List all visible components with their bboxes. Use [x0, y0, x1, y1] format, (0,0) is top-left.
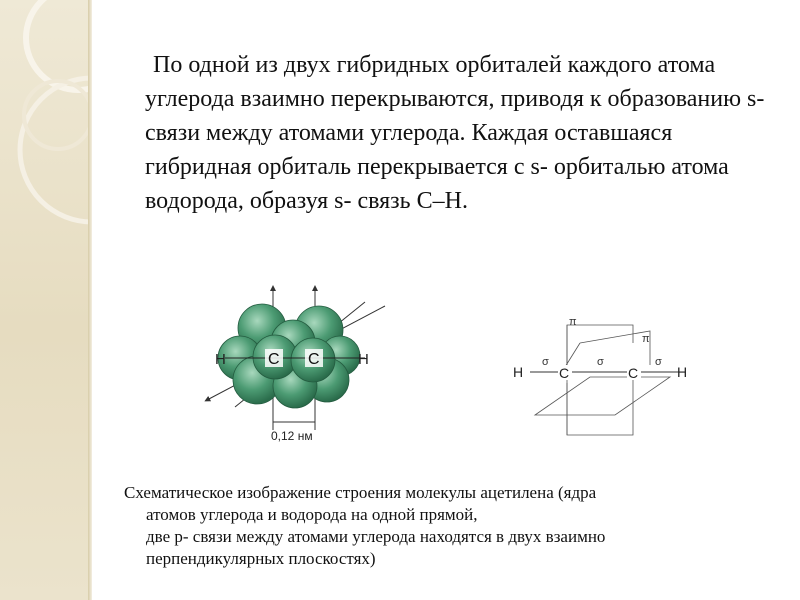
orbital-lobes [218, 304, 360, 408]
caption-line-4: перпендикулярных плоскостях) [146, 549, 376, 568]
bond-scheme-diagram [505, 305, 705, 440]
acetylene-orbital-model [195, 282, 395, 447]
caption-line-1: Схематическое изображение строения молекулы ацетилена (ядра [124, 483, 597, 502]
caption-line-2: атомов углерода и водорода на одной прямой, [146, 505, 478, 524]
scheme-atom-h-right: H [677, 364, 688, 380]
atom-c-left: C [268, 351, 280, 368]
sidebar-edge [88, 0, 92, 600]
pi-label-right: π [642, 333, 650, 345]
sigma-label-center: σ [597, 356, 604, 368]
pi-label-top: π [569, 316, 577, 328]
atom-h-left: H [215, 351, 226, 368]
caption-line-3: две р- связи между атомами углерода находятся в двух взаимно [146, 527, 606, 546]
decorative-circles [0, 0, 92, 600]
figure-caption [124, 482, 764, 570]
decorative-sidebar [0, 0, 92, 600]
sigma-label-right: σ [655, 356, 662, 368]
atom-h-right: H [358, 351, 369, 368]
sigma-label-left: σ [542, 356, 549, 368]
scheme-atom-c-right: C [628, 365, 639, 381]
paragraph-text: По одной из двух гибридных орбиталей каждого атома углерода взаимно перекрываются, приводя к образованию s- связи между атомами углерода. Каждая оставшаяся гибридная орбиталь перекрывается с s- орбиталью атома водорода, образуя s- связь С–Н. [145, 52, 765, 214]
atom-c-right: C [308, 351, 320, 368]
scheme-atom-h-left: H [513, 364, 524, 380]
scheme-atom-c-left: C [559, 365, 570, 381]
slide-paragraph [145, 48, 765, 218]
distance-label: 0,12 нм [271, 429, 313, 443]
